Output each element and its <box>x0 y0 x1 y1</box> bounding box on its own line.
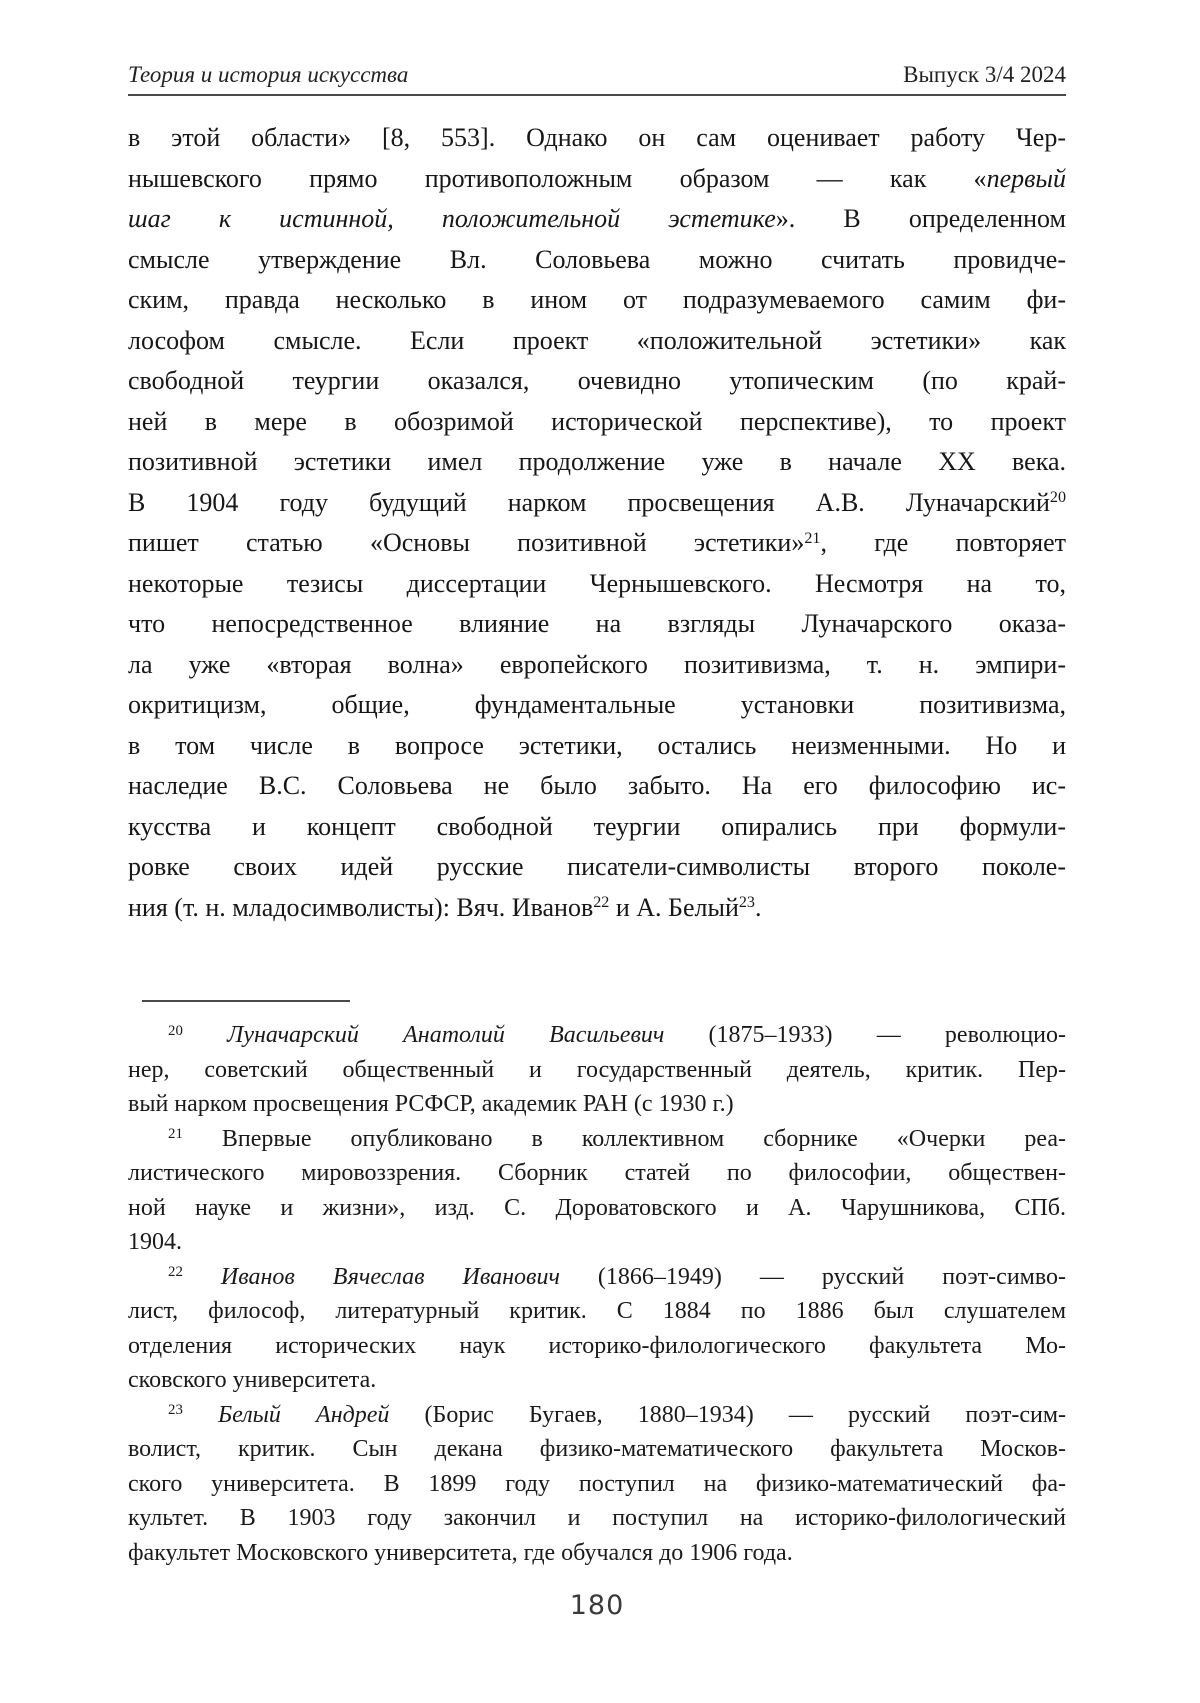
footnote-line <box>128 1087 1066 1122</box>
text-run: . <box>754 892 762 922</box>
running-header-issue: Выпуск 3/4 2024 <box>903 62 1066 87</box>
text-run: в том числе в вопросе эстетики, остались неизменными. Но и <box>128 730 1066 760</box>
footnote <box>128 1122 1066 1260</box>
footnote-ref-superscript: 23 <box>168 1402 183 1419</box>
body-text-line <box>128 240 1066 281</box>
footnote-line <box>128 1363 1066 1398</box>
text-run: кусства и концепт свободной теургии опирались при формули- <box>128 811 1066 841</box>
text-run: (1866–1949) — русский поэт-симво- <box>559 1263 1067 1290</box>
footnote-line <box>128 1294 1066 1329</box>
footnote-line <box>128 1156 1066 1191</box>
text-run: сковского университета. <box>128 1367 377 1393</box>
text-run: отделения исторических наук историко-филологического факультета Мо- <box>128 1332 1066 1359</box>
running-header-title: Теория и история искусства <box>128 62 409 87</box>
text-run: В 1904 году будущий нарком просвещения А.В. Луначарский <box>128 487 1050 517</box>
body-text-line <box>128 726 1066 767</box>
body-text-line <box>128 361 1066 402</box>
body-text-line <box>128 847 1066 888</box>
footnote-line <box>128 1225 1066 1260</box>
footnote-ref-superscript: 23 <box>738 894 755 912</box>
body-text-line <box>128 402 1066 443</box>
body-text-line <box>128 442 1066 483</box>
body-text-line <box>128 199 1066 240</box>
footnote-line <box>128 1432 1066 1467</box>
text-run: нер, советский общественный и государственный деятель, критик. Пер- <box>128 1056 1066 1083</box>
text-run: , где повторяет <box>820 528 1066 557</box>
body-text-line <box>128 280 1066 321</box>
body-text-line <box>128 766 1066 807</box>
text-run: (Борис Бугаев, 1880–1934) — русский поэт-сим- <box>389 1401 1067 1428</box>
text-run: факультет Московского университета, где обучался до 1906 года. <box>128 1539 793 1566</box>
footnote <box>128 1260 1066 1398</box>
text-run: ла уже «вторая волна» европейского позитивизма, т. н. эмпири- <box>128 649 1066 679</box>
text-run: волист, критик. Сын декана физико-математического факультета Москов- <box>128 1436 1066 1462</box>
text-run: лософом смысле. Если проект «положительной эстетики» как <box>128 325 1066 355</box>
footnote-line <box>128 1018 1066 1053</box>
body-text-line <box>128 888 1066 929</box>
body-text-line <box>128 807 1066 848</box>
body-text-line <box>128 645 1066 686</box>
text-run: ной науке и жизни», изд. С. Дороватовского и А. Чарушникова, СПб. <box>128 1194 1066 1221</box>
page-number: 180 <box>569 1590 625 1621</box>
text-run: лист, философ, литературный критик. С 1884 по 1886 был слушателем <box>128 1298 1066 1324</box>
italic-text: Иванов Вячеслав Иванович <box>220 1263 560 1290</box>
footnotes <box>128 1018 1066 1570</box>
footnote-separator <box>142 1000 350 1002</box>
text-run: позитивной эстетики имел продолжение уже в начале XX века. <box>128 447 1066 476</box>
text-run: и А. Белый <box>609 892 739 922</box>
footnote-ref-superscript: 21 <box>804 529 821 547</box>
footnote-line <box>128 1191 1066 1226</box>
footnote-line <box>128 1329 1066 1364</box>
italic-text: первый <box>986 163 1066 193</box>
body-text-line <box>128 483 1066 524</box>
text-run: нышевского прямо противоположным образом — как « <box>128 163 987 193</box>
text-run: ского университета. В 1899 году поступил на физико-математический фа- <box>128 1470 1066 1497</box>
text-run: смысле утверждение Вл. Соловьева можно считать провидче- <box>128 244 1066 274</box>
text-run: окритицизм, общие, фундаментальные установки позитивизма, <box>128 690 1066 719</box>
body-text-line <box>128 159 1066 200</box>
footnote-line <box>128 1053 1066 1088</box>
text-run: некоторые тезисы диссертации Чернышевского. Несмотря на то, <box>128 568 1066 598</box>
text-run: свободной теургии оказался, очевидно утопическим (по край- <box>128 366 1066 395</box>
text-run: 1904. <box>128 1229 182 1255</box>
text-run: культет. В 1903 году закончил и поступил на историко-филологический <box>128 1505 1066 1531</box>
text-run: ским, правда несколько в ином от подразумеваемого самим фи- <box>128 285 1066 314</box>
text-run: (1875–1933) — революцио- <box>664 1022 1067 1048</box>
text-run: ». В определенном <box>775 204 1066 233</box>
footnote <box>128 1398 1066 1571</box>
footnote-line <box>128 1501 1066 1536</box>
italic-text: шаг к истинной, положительной эстетике <box>128 204 776 233</box>
footnote-line <box>128 1398 1066 1433</box>
body-text-line <box>128 685 1066 726</box>
text-run: что непосредственное влияние на взгляды Луначарского оказа- <box>128 609 1066 638</box>
body-text <box>128 118 1066 928</box>
body-text-line <box>128 604 1066 645</box>
text-run: пишет статью «Основы позитивной эстетики» <box>128 528 805 557</box>
text-run: листического мировоззрения. Сборник статей по философии, обществен- <box>128 1160 1066 1186</box>
footnote-line <box>128 1122 1066 1157</box>
footnote-ref-superscript: 22 <box>168 1264 183 1281</box>
text-run: ния (т. н. младосимволисты): Вяч. Иванов <box>128 892 594 922</box>
footnote-line <box>128 1467 1066 1502</box>
body-text-line <box>128 523 1066 564</box>
text-run <box>183 1022 227 1048</box>
text-run: в этой области» [8, 553]. Однако он сам оценивает работу Чер- <box>128 123 1066 152</box>
footnote-line <box>128 1536 1066 1571</box>
text-run: вый нарком просвещения РСФСР, академик РАН (с 1930 г.) <box>128 1091 734 1117</box>
header-rule <box>128 94 1066 96</box>
body-text-line <box>128 564 1066 605</box>
running-header <box>128 60 1066 90</box>
footnote-ref-superscript: 20 <box>168 1022 183 1039</box>
text-run: Впервые опубликовано в коллективном сборнике «Очерки реа- <box>182 1125 1066 1152</box>
text-run <box>183 1402 218 1428</box>
text-run <box>183 1264 221 1290</box>
italic-text: Луначарский Анатолий Васильевич <box>227 1022 665 1048</box>
page-content <box>128 0 1066 1621</box>
footnote <box>128 1018 1066 1122</box>
body-text-line <box>128 321 1066 362</box>
italic-text: Белый Андрей <box>218 1401 390 1428</box>
text-run: ней в мере в обозримой исторической перспективе), то проект <box>128 406 1066 436</box>
text-run: наследие В.С. Соловьева не было забыто. На его философию ис- <box>128 771 1066 800</box>
body-text-line <box>128 118 1066 159</box>
footnote-line <box>128 1260 1066 1295</box>
footnote-ref-superscript: 21 <box>168 1126 183 1143</box>
footnote-ref-superscript: 20 <box>1049 489 1066 507</box>
text-run: ровке своих идей русские писатели-символисты второго поколе- <box>128 852 1066 881</box>
footnote-ref-superscript: 22 <box>593 894 610 912</box>
